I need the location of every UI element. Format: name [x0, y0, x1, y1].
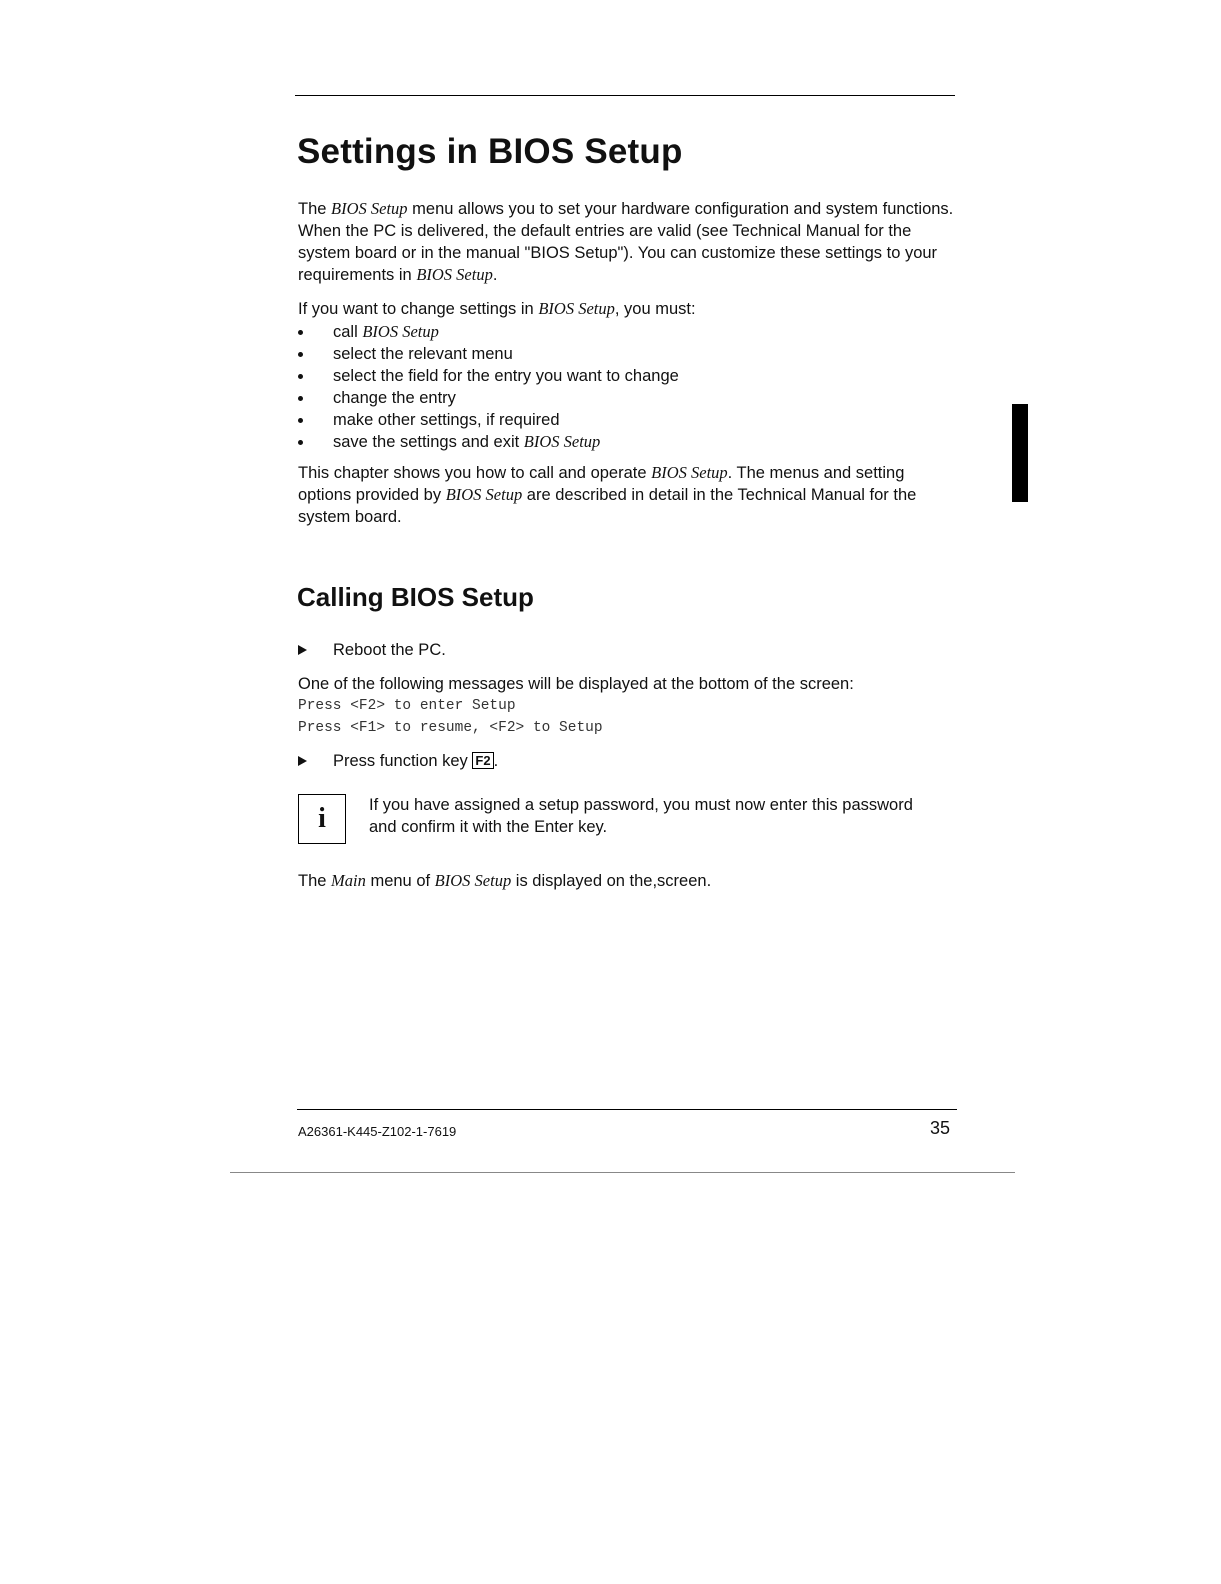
final-paragraph: The Main menu of BIOS Setup is displayed on the,screen.	[298, 871, 712, 890]
list-item: change the entry	[298, 387, 938, 409]
page-title: Settings in BIOS Setup	[297, 132, 683, 171]
list-item: call BIOS Setup	[298, 321, 938, 343]
footer-rule	[297, 1109, 957, 1110]
list-item: make other settings, if required	[298, 409, 938, 431]
list-item: select the field for the entry you want to change	[298, 365, 938, 387]
list-item: save the settings and exit BIOS Setup	[298, 431, 938, 453]
intro-paragraph: The BIOS Setup menu allows you to set your hardware configuration and system functions. When the PC is delivered, the default entries are valid (see Technical Manual for the system board or in the manual "BIOS Setup"). You can customize these settings to your requirements in BIOS Setup.	[298, 199, 954, 284]
change-settings-intro: If you want to change settings in BIOS Setup, you must:	[298, 299, 696, 318]
boot-message-1: Press <F2> to enter Setup	[298, 698, 516, 714]
reboot-step: Reboot the PC.	[298, 639, 446, 661]
document-code: A26361-K445-Z102-1-7619	[298, 1124, 457, 1139]
chapter-paragraph: This chapter shows you how to call and operate BIOS Setup. The menus and setting options provided by BIOS Setup are described in detail in the Technical Manual for the system board.	[298, 463, 917, 526]
arrow-icon	[298, 756, 307, 766]
press-key-step: Press function key F2 .	[298, 750, 498, 772]
page-number: 35	[930, 1118, 951, 1138]
scan-edge-line	[230, 1172, 1015, 1173]
arrow-icon	[298, 645, 307, 655]
info-icon: i	[298, 794, 346, 844]
top-rule	[295, 95, 955, 96]
section-heading: Calling BIOS Setup	[297, 582, 534, 612]
steps-list	[298, 321, 938, 453]
f2-key-icon: F2	[472, 752, 493, 769]
chapter-thumb-tab	[1012, 404, 1028, 502]
boot-message-2: Press <F1> to resume, <F2> to Setup	[298, 720, 603, 736]
list-item: select the relevant menu	[298, 343, 938, 365]
password-note: If you have assigned a setup password, you must now enter this password and confirm it with the Enter key.	[369, 796, 913, 836]
messages-intro: One of the following messages will be displayed at the bottom of the screen:	[298, 675, 854, 693]
